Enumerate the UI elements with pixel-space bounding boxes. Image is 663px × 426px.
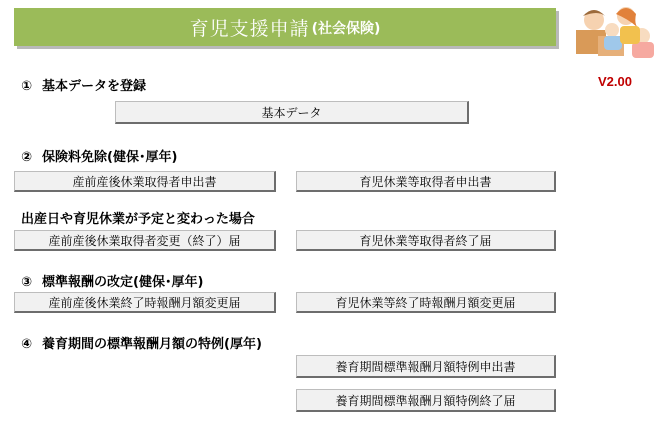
section-number: ④	[21, 337, 33, 352]
section-title: 保険料免除(健保･厚年)	[42, 150, 178, 165]
schedule-change-heading: 出産日や育児休業が予定と変わった場合	[21, 212, 255, 227]
section-number: ③	[21, 275, 33, 290]
childcare-leave-wage-change-button[interactable]: 育児休業等終了時報酬月額変更届	[296, 292, 556, 313]
section-title: 基本データを登録	[42, 79, 147, 94]
section-title: 養育期間の標準報酬月額の特例(厚年)	[42, 337, 262, 352]
prenatal-leave-wage-change-button[interactable]: 産前産後休業終了時報酬月額変更届	[14, 292, 276, 313]
prenatal-leave-change-button[interactable]: 産前産後休業取得者変更（終了）届	[14, 230, 276, 251]
title-banner	[14, 8, 556, 46]
section-basic-data-heading	[21, 75, 146, 94]
section-title: 標準報酬の改定(健保･厚年)	[42, 275, 204, 290]
page-title: 育児支援申請	[189, 17, 310, 40]
section-number: ②	[21, 150, 33, 165]
basic-data-button[interactable]: 基本データ	[115, 101, 469, 124]
childcare-leave-application-button[interactable]: 育児休業等取得者申出書	[296, 171, 556, 192]
childrearing-special-end-button[interactable]: 養育期間標準報酬月額特例終了届	[296, 389, 556, 412]
family-illustration-icon	[568, 0, 660, 60]
childrearing-special-application-button[interactable]: 養育期間標準報酬月額特例申出書	[296, 355, 556, 378]
prenatal-leave-application-button[interactable]: 産前産後休業取得者申出書	[14, 171, 276, 192]
section-wage-revision-heading	[21, 271, 203, 290]
section-childrearing-special-heading	[21, 333, 262, 352]
childcare-leave-end-button[interactable]: 育児休業等取得者終了届	[296, 230, 556, 251]
version-label: V2.00	[598, 74, 632, 89]
page-subtitle: (社会保険)	[311, 21, 381, 37]
section-number: ①	[21, 79, 33, 94]
section-premium-exemption-heading	[21, 146, 177, 165]
